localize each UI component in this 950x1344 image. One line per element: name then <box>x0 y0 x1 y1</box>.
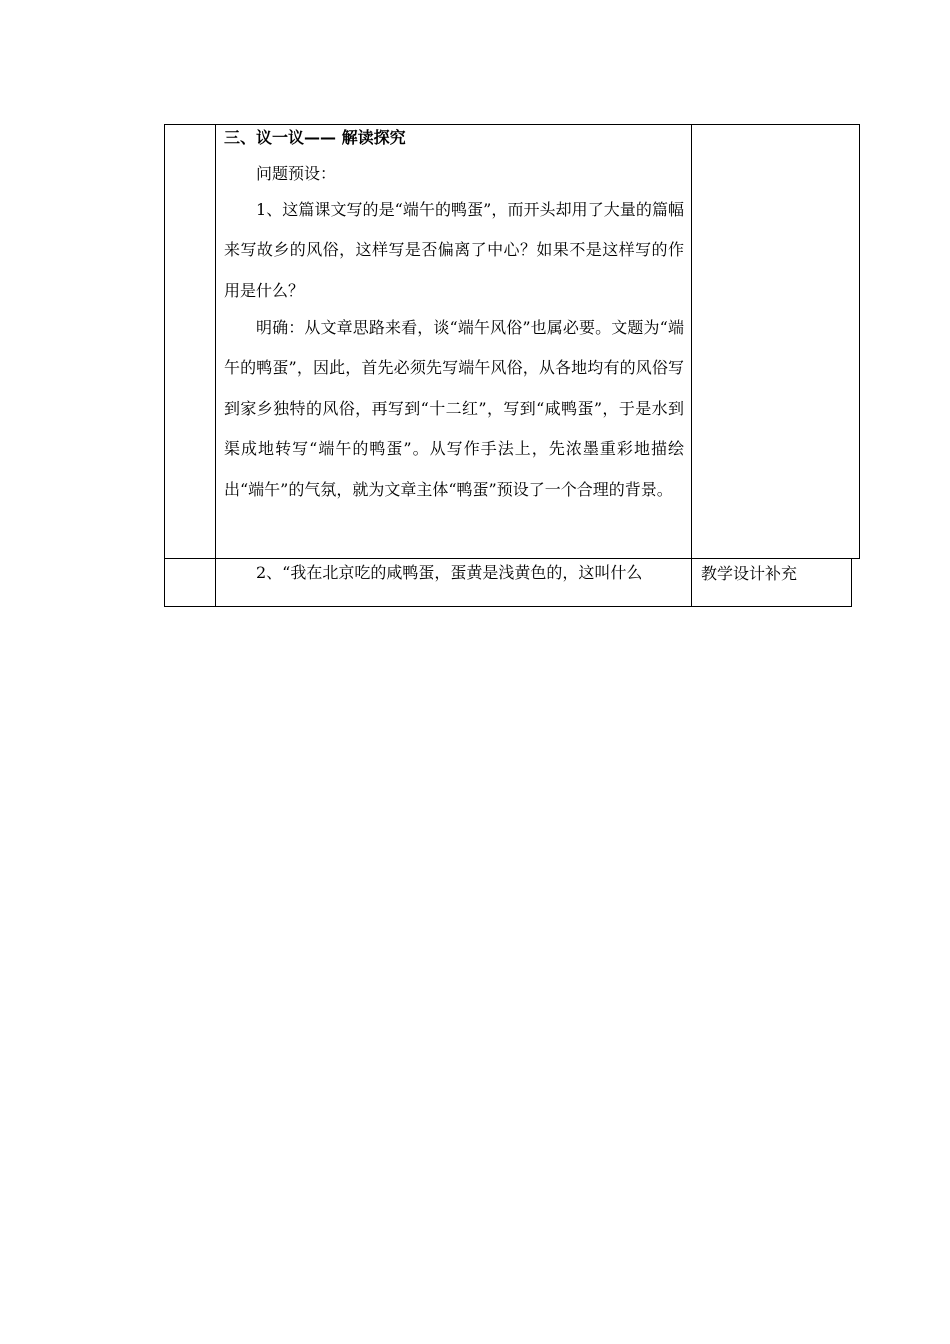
table-col-divider-2 <box>691 124 692 607</box>
answer-1: 明确：从文章思路来看，谈“端午风俗”也属必要。文题为“端午的鸭蛋”，因此，首先必须先写端午风俗，从各地均有的风俗写到家乡独特的风俗，再写到“十二红”，写到“咸鸭蛋”，于是水到渠成地转写“端午的鸭蛋”。从写作手法上，先浓墨重彩地描绘出“端午”的气氛，就为文章主体“鸭蛋”预设了一个合理的背景。 <box>224 318 684 499</box>
table-col-divider-1 <box>215 124 216 607</box>
preset-label: 问题预设： <box>256 164 337 183</box>
side-column-label: 教学设计补充 <box>701 564 798 583</box>
table-row-divider <box>164 558 860 559</box>
question-2: 2、“我在北京吃的咸鸭蛋，蛋黄是浅黄色的，这叫什么 <box>256 563 643 582</box>
table-right-border-upper <box>859 124 860 559</box>
table-bottom-border <box>164 606 852 607</box>
table-top-border <box>164 124 860 125</box>
table-left-border <box>164 124 165 607</box>
question-1: 1、这篇课文写的是“端午的鸭蛋”，而开头却用了大量的篇幅来写故乡的风俗，这样写是否偏离了中心？如果不是这样写的作用是什么？ <box>224 200 684 300</box>
section-heading: 三、议一议—— 解读探究 <box>224 128 406 147</box>
table-right-border-lower <box>851 558 852 607</box>
